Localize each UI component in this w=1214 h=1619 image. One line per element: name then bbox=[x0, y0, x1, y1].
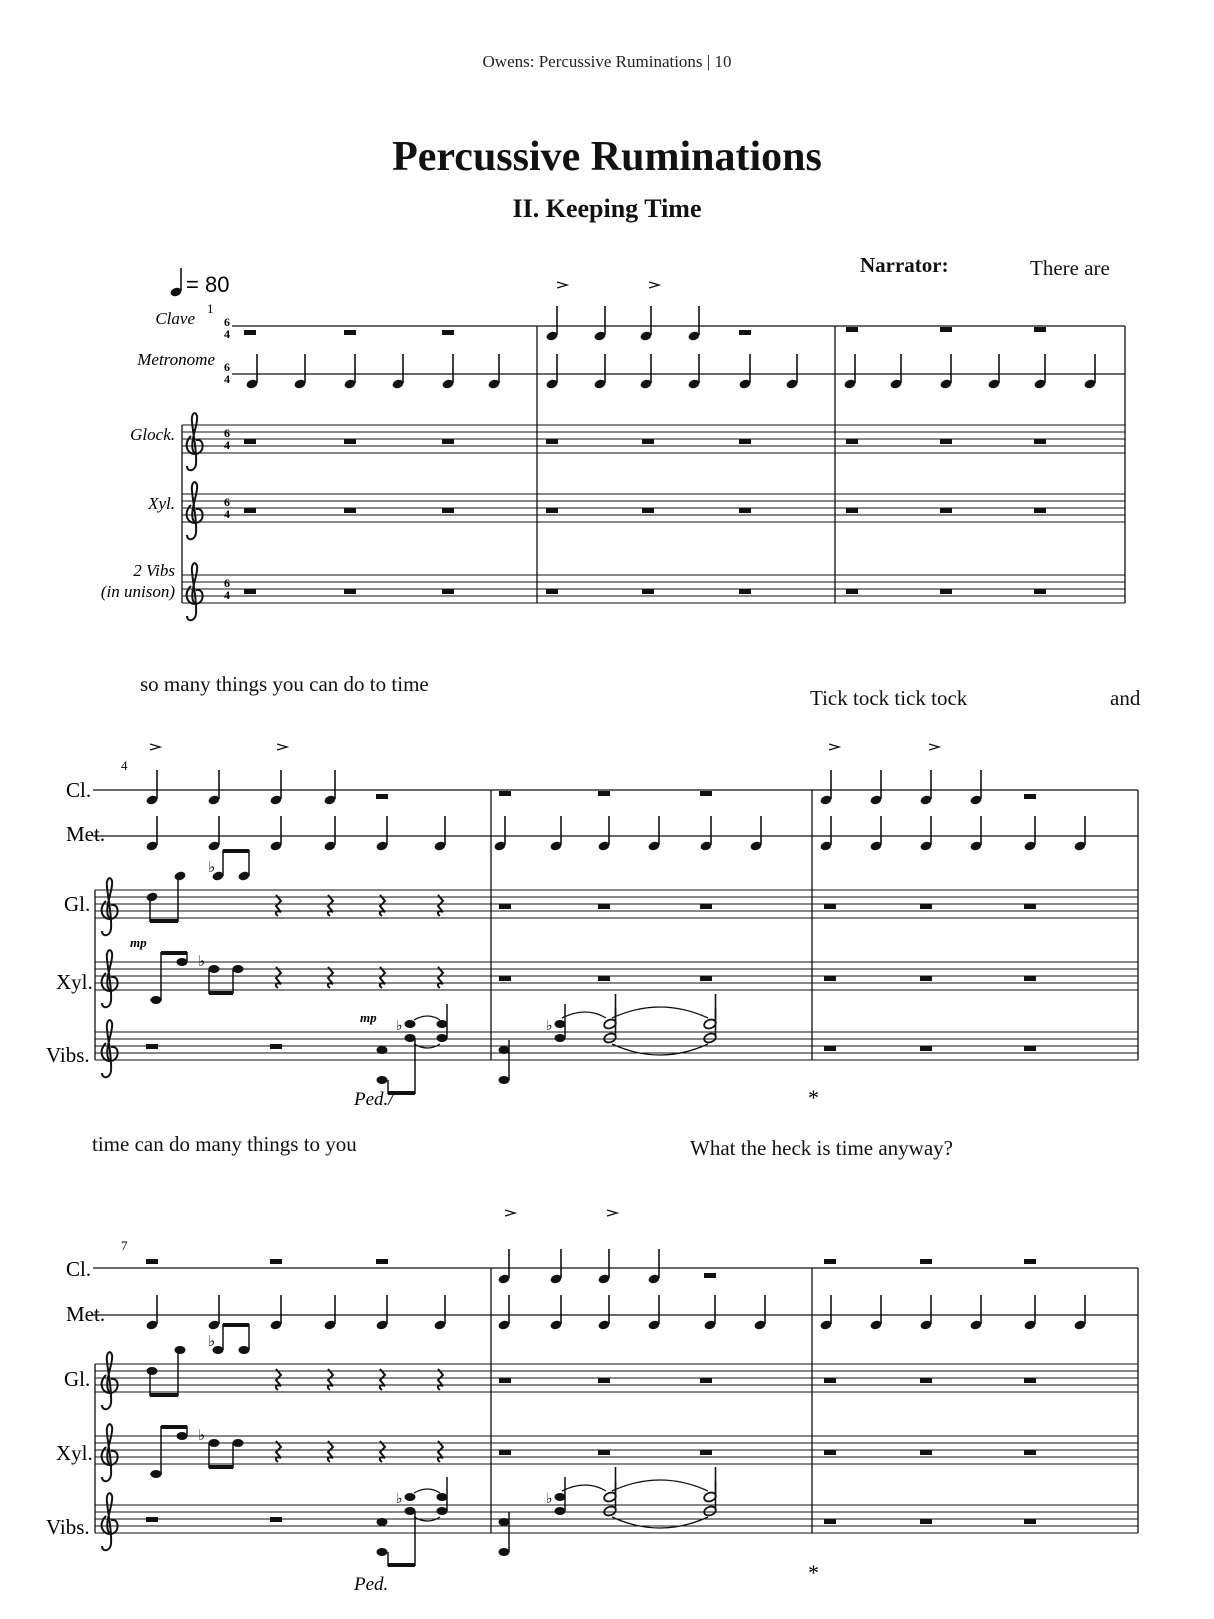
timesig-top-xyl: 6 bbox=[224, 495, 230, 509]
label-clave: Clave bbox=[155, 309, 195, 328]
piece-title: Percussive Ruminations bbox=[392, 134, 822, 180]
tempo-marking bbox=[169, 268, 229, 298]
page-header: Owens: Percussive Ruminations | 10 bbox=[482, 52, 732, 71]
pedal-release-2: * bbox=[808, 1560, 819, 1585]
pedal-mark-2: Ped. bbox=[354, 1574, 389, 1595]
label-xyl-2: Xyl. bbox=[56, 970, 93, 994]
label-metronome: Metronome bbox=[137, 350, 215, 369]
narration-line-1: There are bbox=[1030, 256, 1110, 280]
measure-number-7: 7 bbox=[121, 1238, 128, 1253]
measure-number-4: 4 bbox=[121, 758, 128, 773]
movement-subtitle: II. Keeping Time bbox=[512, 194, 702, 223]
timesig-top-glock: 6 bbox=[224, 426, 230, 440]
label-cl-2: Cl. bbox=[66, 778, 92, 802]
svg-text:♭: ♭ bbox=[208, 1334, 216, 1350]
xyl-eighths-m7 bbox=[150, 1426, 244, 1478]
label-cl-3: Cl. bbox=[66, 1257, 92, 1281]
pedal-mark-1: Ped./ bbox=[354, 1089, 394, 1110]
narration-line-2: so many things you can do to time bbox=[140, 672, 429, 696]
vibs-chord-m4 bbox=[377, 1004, 448, 1094]
label-vibs-unison: (in unison) bbox=[100, 582, 175, 601]
label-xyl: Xyl. bbox=[148, 494, 175, 513]
label-vibs: 2 Vibs bbox=[133, 561, 175, 580]
narration-line-6: What the heck is time anyway? bbox=[690, 1136, 953, 1160]
label-vibs-2: Vibs. bbox=[46, 1043, 90, 1067]
svg-text:♭: ♭ bbox=[396, 1492, 403, 1507]
svg-text:♭: ♭ bbox=[208, 860, 216, 876]
label-met-2: Met. bbox=[66, 822, 106, 846]
narration-line-4: and bbox=[1110, 686, 1141, 710]
timesig-bottom-met: 4 bbox=[224, 372, 230, 386]
xyl-eighths-m4 bbox=[150, 952, 244, 1004]
svg-text:♭: ♭ bbox=[546, 1492, 553, 1507]
label-gl-3: Gl. bbox=[64, 1367, 91, 1391]
svg-text:♭: ♭ bbox=[198, 954, 206, 970]
timesig-bottom-xyl: 4 bbox=[224, 507, 230, 521]
label-gl-2: Gl. bbox=[64, 892, 91, 916]
label-xyl-3: Xyl. bbox=[56, 1441, 93, 1465]
timesig-bottom-glock: 4 bbox=[224, 438, 230, 452]
timesig-top-clave: 6 bbox=[224, 315, 230, 329]
narration-line-5: time can do many things to you bbox=[92, 1132, 357, 1156]
timesig-bottom-vibs: 4 bbox=[224, 588, 230, 602]
vibs-chord-m7 bbox=[377, 1477, 448, 1566]
narration-line-3: Tick tock tick tock bbox=[810, 686, 968, 710]
dynamic-mp-xyl: mp bbox=[130, 935, 147, 950]
measure-number-1: 1 bbox=[207, 301, 214, 316]
label-glock: Glock. bbox=[130, 425, 175, 444]
svg-text:♭: ♭ bbox=[546, 1019, 553, 1034]
system-1 bbox=[101, 268, 1125, 620]
dynamic-mp-vibs: mp bbox=[360, 1010, 377, 1025]
system-3 bbox=[46, 1210, 1138, 1595]
svg-text:♭: ♭ bbox=[198, 1428, 206, 1444]
svg-text:♭: ♭ bbox=[396, 1019, 403, 1034]
pedal-release-1: * bbox=[808, 1085, 819, 1110]
tempo-text: = 80 bbox=[186, 272, 230, 297]
system-2 bbox=[46, 744, 1138, 1110]
timesig-top-met: 6 bbox=[224, 360, 230, 374]
label-vibs-3: Vibs. bbox=[46, 1515, 90, 1539]
narrator-label: Narrator: bbox=[860, 253, 949, 277]
timesig-bottom-clave: 4 bbox=[224, 327, 230, 341]
label-met-3: Met. bbox=[66, 1302, 106, 1326]
timesig-top-vibs: 6 bbox=[224, 576, 230, 590]
